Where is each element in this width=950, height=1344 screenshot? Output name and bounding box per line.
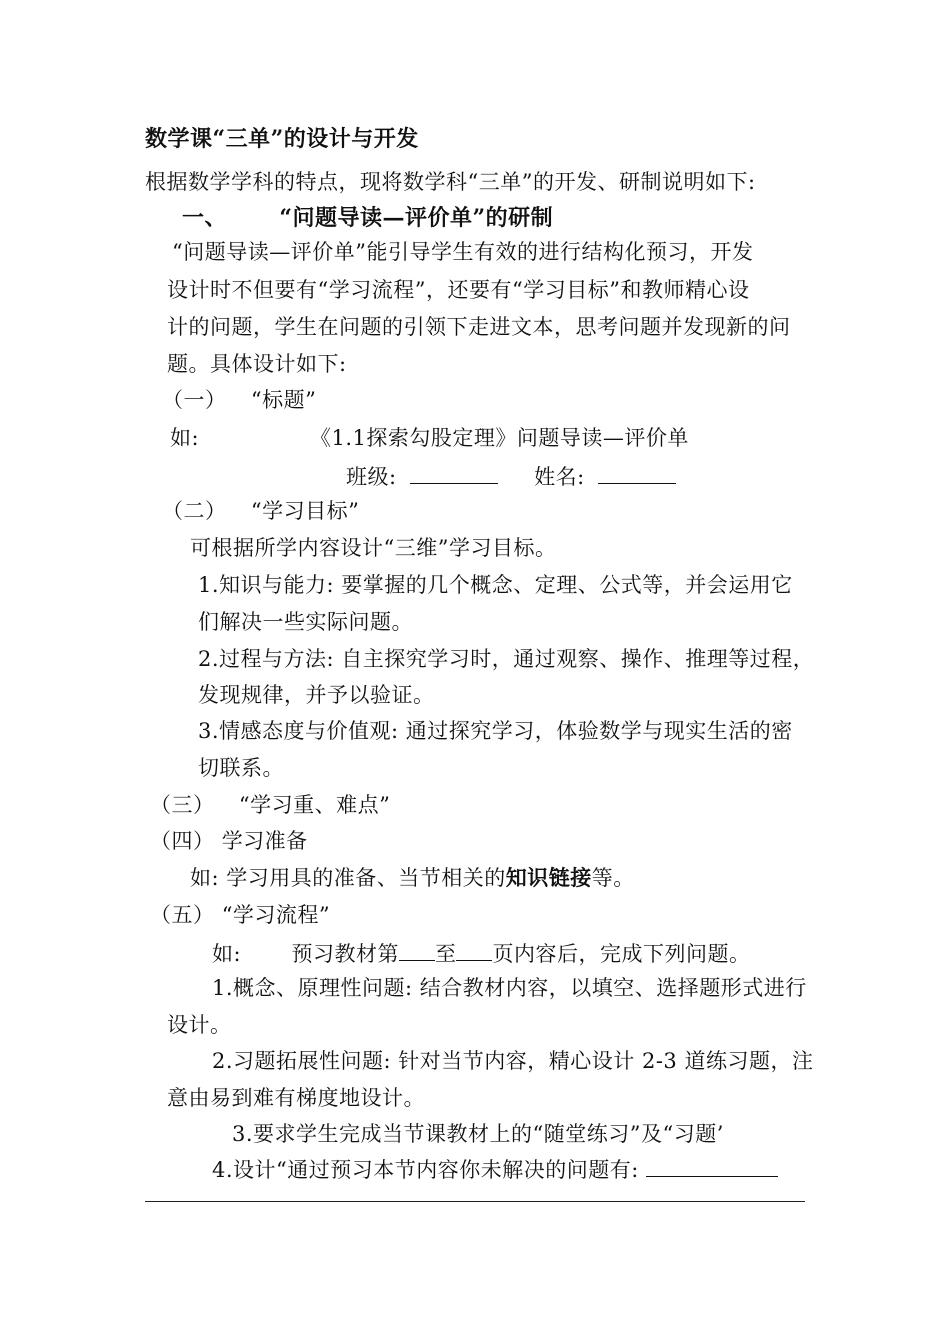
step-3: 3.要求学生完成当节课教材上的“随堂练习”及“习题’ <box>232 1122 724 1146</box>
end-page-blank <box>456 938 492 961</box>
section-1-title: “问题导读—评价单”的研制 <box>279 205 554 231</box>
section-1-para-line-2: 设计时不但要有“学习流程”，还要有“学习目标”和教师精心设 <box>167 278 750 302</box>
item-1-example-title: 《1.1探索勾股定理》问题导读—评价单 <box>310 426 689 450</box>
item-2-intro: 可根据所学内容设计“三维”学习目标。 <box>190 536 557 560</box>
item-4-example-pre: 如: 学习用具的准备、当节相关的 <box>190 866 506 890</box>
name-label: 姓名: <box>534 465 585 489</box>
item-3-label: （三） <box>150 793 215 817</box>
section-1-para-line-1: “问题导读—评价单”能引导学生有效的进行结构化预习，开发 <box>172 240 754 264</box>
goal-2-line-1: 2.过程与方法: 自主探究学习时，通过观察、操作、推理等过程， <box>198 647 815 671</box>
item-5-example <box>212 938 750 968</box>
step-4 <box>212 1154 778 1184</box>
item-2-label: （二） <box>162 499 227 523</box>
intro-paragraph: 根据数学学科的特点，现将数学科“三单”的开发、研制说明如下: <box>145 170 756 194</box>
item-5-label: （五） <box>150 903 215 927</box>
step-2-line-1: 2.习题拓展性问题: 针对当节内容，精心设计 2-3 道练习题，注 <box>212 1049 814 1073</box>
class-label: 班级: <box>346 465 397 489</box>
item-5-text: “学习流程” <box>221 903 331 927</box>
goal-3-line-2: 切联系。 <box>198 756 284 780</box>
item-2-heading <box>162 497 359 525</box>
document-title: 数学课“三单”的设计与开发 <box>145 126 419 152</box>
goal-1-line-1: 1.知识与能力: 要掌握的几个概念、定理、公式等，并会运用它 <box>198 573 793 597</box>
item-1-heading <box>162 386 316 414</box>
item-5-example-part-1: 预习教材第 <box>291 942 399 966</box>
item-5-example-part-3: 页内容后，完成下列问题。 <box>492 942 751 966</box>
start-page-blank <box>399 938 435 961</box>
step-4-text: 4.设计“通过预习本节内容你未解决的问题有: <box>212 1158 639 1182</box>
name-blank <box>598 461 676 484</box>
item-5-heading <box>150 901 330 929</box>
goal-1-line-2: 们解决一些实际问题。 <box>198 610 413 634</box>
item-4-example <box>190 864 635 892</box>
item-1-example-prefix: 如: <box>170 426 200 450</box>
item-3-text: “学习重、难点” <box>238 793 391 817</box>
item-2-text: “学习目标” <box>250 499 360 523</box>
step-1-line-2: 设计。 <box>167 1013 232 1037</box>
item-4-heading <box>150 827 308 855</box>
section-1-para-line-4: 题。具体设计如下: <box>167 352 347 376</box>
step-2-line-2: 意由易到难有梯度地设计。 <box>167 1086 425 1110</box>
section-1-number: 一、 <box>182 205 228 231</box>
item-4-text: 学习准备 <box>221 829 308 853</box>
goal-2-line-2: 发现规律，并予以验证。 <box>198 683 435 707</box>
item-3-heading <box>150 791 390 819</box>
knowledge-link-emphasis: 知识链接 <box>505 865 592 890</box>
footer-divider <box>145 1201 805 1202</box>
item-4-example-post: 等。 <box>591 866 635 890</box>
item-4-label: （四） <box>150 829 215 853</box>
item-1-text: “标题” <box>250 388 317 412</box>
goal-3-line-1: 3.情感态度与价值观: 通过探究学习，体验数学与现实生活的密 <box>198 719 793 743</box>
step-1-line-1: 1.概念、原理性问题: 结合教材内容，以填空、选择题形式进行 <box>212 976 807 1000</box>
item-5-example-part-2: 至 <box>434 942 457 966</box>
unsolved-questions-blank <box>646 1154 778 1177</box>
item-5-example-prefix: 如: <box>212 942 242 966</box>
item-1-label: （一） <box>162 388 227 412</box>
section-1-heading <box>182 204 553 232</box>
class-name-fields <box>346 461 676 491</box>
class-blank <box>410 461 498 484</box>
section-1-para-line-3: 计的问题，学生在问题的引领下走进文本，思考问题并发现新的问 <box>167 315 791 339</box>
